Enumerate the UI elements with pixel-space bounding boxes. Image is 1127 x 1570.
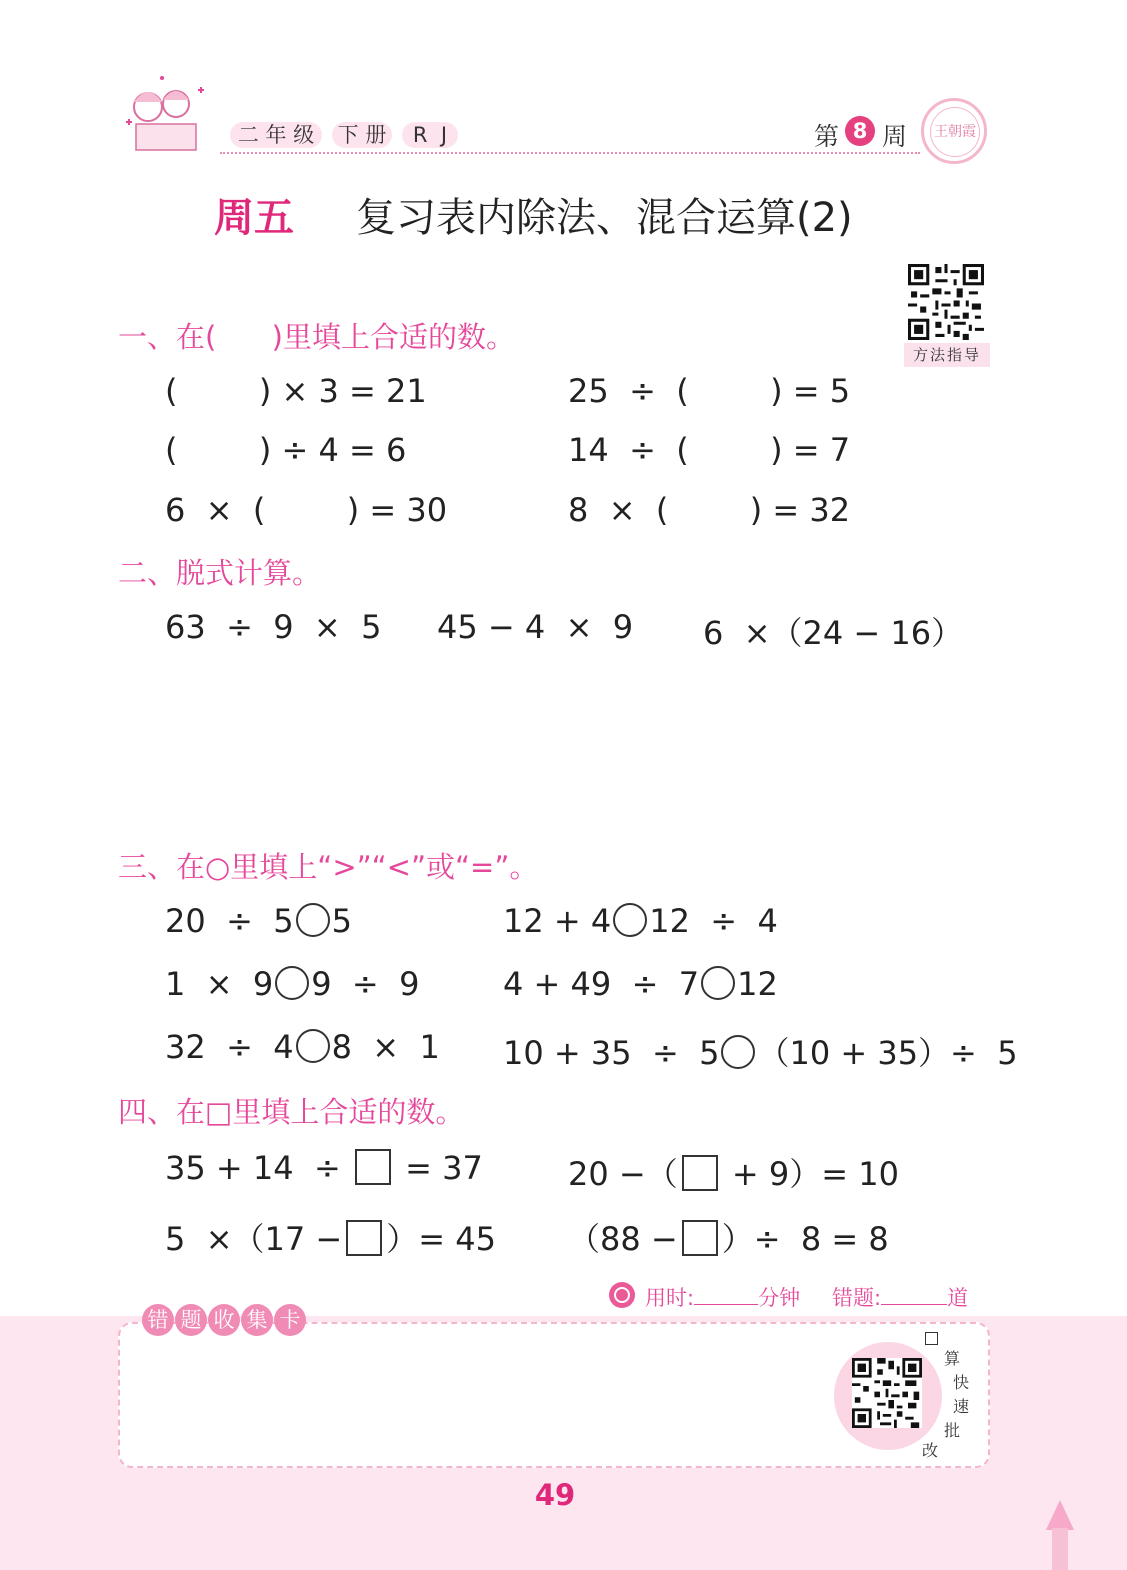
- day-title: 周五: [214, 195, 294, 241]
- vertical-text-char: 批: [944, 1421, 961, 1440]
- edition-pill: R J: [402, 122, 458, 148]
- fill-blank-equation: 8 × ( ) = 32: [568, 491, 851, 529]
- fill-blank-equation: ( ) ÷ 4 = 6: [165, 431, 407, 469]
- section-2-heading: 二、脱式计算。: [118, 556, 322, 590]
- vertical-text-char: 快: [953, 1373, 970, 1392]
- compare-circle[interactable]: [721, 1035, 755, 1069]
- compare-item: 20 ÷ 5 5: [165, 902, 352, 940]
- compare-circle[interactable]: [296, 903, 330, 937]
- vertical-text-char: 改: [922, 1441, 939, 1460]
- section-1-heading: 一、在( )里填上合适的数。: [118, 320, 515, 354]
- qr-caption: 方法指导: [904, 343, 990, 367]
- week-number-badge: 8: [845, 116, 875, 146]
- answer-box[interactable]: [355, 1149, 391, 1185]
- fill-blank-equation: 14 ÷ ( ) = 7: [568, 431, 851, 469]
- page-title: 复习表内除法、混合运算(2): [356, 195, 853, 241]
- fill-blank-equation: ( ) × 3 = 21: [165, 372, 427, 410]
- box-fill-item: 35 + 14 ÷ = 37: [165, 1149, 483, 1187]
- clock-icon: [609, 1282, 635, 1308]
- answer-box[interactable]: [346, 1220, 382, 1256]
- compare-item: 1 × 9 9 ÷ 9: [165, 965, 420, 1003]
- compare-circle[interactable]: [296, 1029, 330, 1063]
- calculation-item: 6 ×（24 − 16）: [703, 614, 964, 652]
- error-blank[interactable]: [881, 1284, 947, 1305]
- compare-circle[interactable]: [701, 966, 735, 1000]
- calculation-item: 45 − 4 × 9: [437, 608, 634, 646]
- answer-box[interactable]: [682, 1220, 718, 1256]
- time-blank[interactable]: [694, 1284, 758, 1305]
- compare-item: 10 + 35 ÷ 5 （10 + 35）÷ 5: [503, 1034, 1018, 1072]
- qr-code-icon[interactable]: [852, 1358, 922, 1428]
- stamp-icon: [921, 98, 987, 164]
- arrow-up-icon: [1046, 1500, 1074, 1530]
- kids-illustration: [118, 72, 218, 162]
- answer-box[interactable]: [682, 1155, 718, 1191]
- compare-item: 12 + 4 12 ÷ 4: [503, 902, 778, 940]
- box-fill-item: 5 ×（17 − ）= 45: [165, 1220, 496, 1258]
- volume-pill: 下 册: [332, 122, 392, 148]
- page-number: 49: [534, 1478, 576, 1512]
- week-prefix: 第: [814, 122, 840, 151]
- compare-circle[interactable]: [275, 966, 309, 1000]
- box-fill-item: （88 − ）÷ 8 = 8: [568, 1220, 889, 1258]
- box-fill-item: 20 −（ + 9）= 10: [568, 1155, 899, 1193]
- stamp-text: 王朝霞: [930, 107, 980, 157]
- small-box-icon: [925, 1332, 938, 1345]
- fill-blank-equation: 25 ÷ ( ) = 5: [568, 372, 851, 410]
- calculation-item: 63 ÷ 9 × 5: [165, 608, 382, 646]
- qr-code-icon[interactable]: [908, 264, 984, 340]
- arrow-stem: [1052, 1528, 1068, 1570]
- week-suffix: 周: [882, 122, 908, 151]
- error-count-field: 错题: 道: [832, 1286, 969, 1310]
- section-3-heading: 三、在○里填上“>”“<”或“=”。: [118, 850, 539, 884]
- grade-pill: 二 年 级: [230, 122, 322, 148]
- mistake-card-title: 错 题 收 集 卡: [142, 1304, 307, 1338]
- compare-item: 32 ÷ 4 8 × 1: [165, 1028, 440, 1066]
- compare-circle[interactable]: [613, 903, 647, 937]
- section-4-heading: 四、在□里填上合适的数。: [118, 1095, 465, 1129]
- vertical-text-char: 速: [953, 1397, 970, 1416]
- compare-item: 4 + 49 ÷ 7 12: [503, 965, 778, 1003]
- vertical-text-char: 算: [944, 1349, 961, 1368]
- fill-blank-equation: 6 × ( ) = 30: [165, 491, 448, 529]
- time-spent-field: 用时: 分钟: [645, 1286, 801, 1310]
